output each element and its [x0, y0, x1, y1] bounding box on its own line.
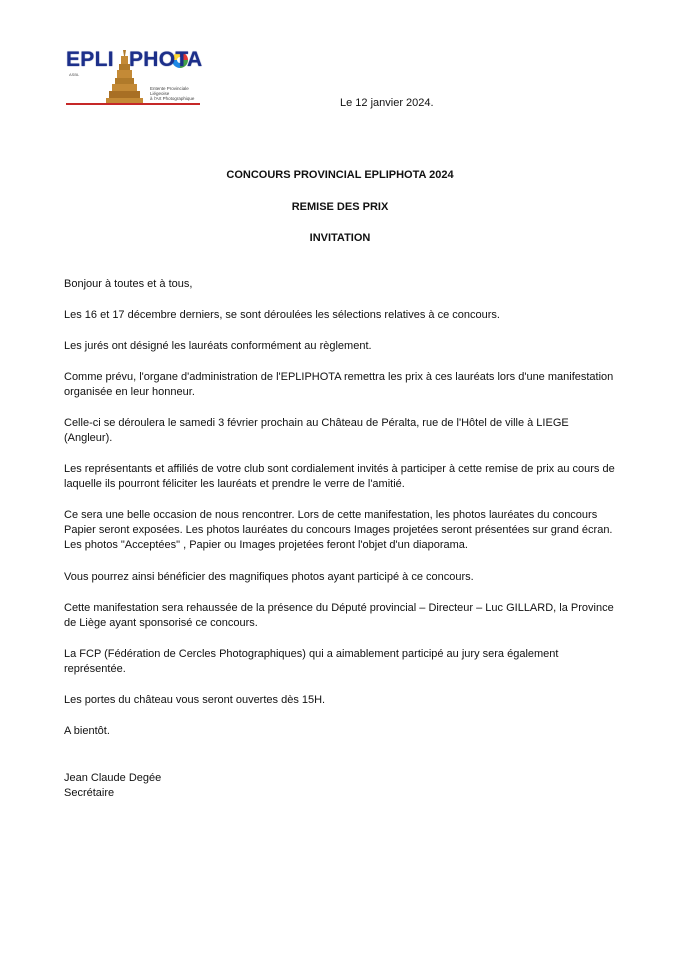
logo-asbl: ASBL [69, 72, 80, 77]
logo-underline [66, 103, 200, 105]
paragraph: Les 16 et 17 décembre derniers, se sont déroulées les sélections relatives à ce concours. [64, 309, 500, 321]
paragraph: La FCP (Fédération de Cercles Photographiques) qui a aimablement participé au jury sera également représentée. [64, 648, 559, 675]
letter-invitation-heading: INVITATION [309, 232, 371, 244]
letter-date: Le 12 janvier 2024. [340, 97, 434, 109]
paragraph: Celle-ci se déroulera le samedi 3 février prochain au Château de Péralta, rue de l'Hôtel de ville à LIEGE (Angleur). [64, 417, 569, 444]
paragraph: Vous pourrez ainsi bénéficier des magnifiques photos ayant participé à ce concours. [64, 571, 474, 583]
letter-title: CONCOURS PROVINCIAL EPLIPHOTA 2024 [226, 169, 454, 181]
paragraph: Bonjour à toutes et à tous, [64, 278, 193, 290]
paragraph: A bientôt. [64, 725, 110, 737]
paragraph: Ce sera une belle occasion de nous rencontrer. Lors de cette manifestation, les photos lauréates du concours Papier seront exposées. Les photos lauréates du concours Images projetées seront présentées sur grand écran. Les photos "Acceptées" , Papier ou Images projetées feront l'objet d'un diaporama. [64, 509, 613, 551]
logo-word-left: EPLI [66, 48, 114, 71]
paragraph: Comme prévu, l'organe d'administration de l'EPLIPHOTA remettra les prix à ces lauréats lors d'une manifestation organisée en leur honneur. [64, 371, 614, 398]
logo-tagline-line: Liégeoise [150, 91, 170, 96]
letter-subtitle: REMISE DES PRIX [291, 201, 389, 213]
paragraph: Les représentants et affiliés de votre club sont cordialement invités à participer à cette remise de prix au cours de laquelle ils pourront féliciter les lauréats et prendre le verre de l'amitié. [64, 463, 615, 490]
paragraph: Les jurés ont désigné les lauréats conformément au règlement. [64, 340, 372, 352]
paragraph: Cette manifestation sera rehaussée de la présence du Député provincial – Directeur – Luc GILLARD, la Province de Liège ayant sponsorisé ce concours. [64, 602, 614, 629]
logo-tagline-line: Entente Provinciale [150, 86, 189, 91]
paragraph: Les portes du château vous seront ouvertes dès 15H. [64, 694, 326, 706]
logo-tagline-line: à l'Art Photographique [150, 96, 195, 101]
logo-word-right: PHOTA [129, 48, 203, 71]
epliphota-logo [66, 46, 206, 106]
signature-role: Secrétaire [64, 787, 115, 799]
signature-name: Jean Claude Degée [64, 772, 162, 784]
